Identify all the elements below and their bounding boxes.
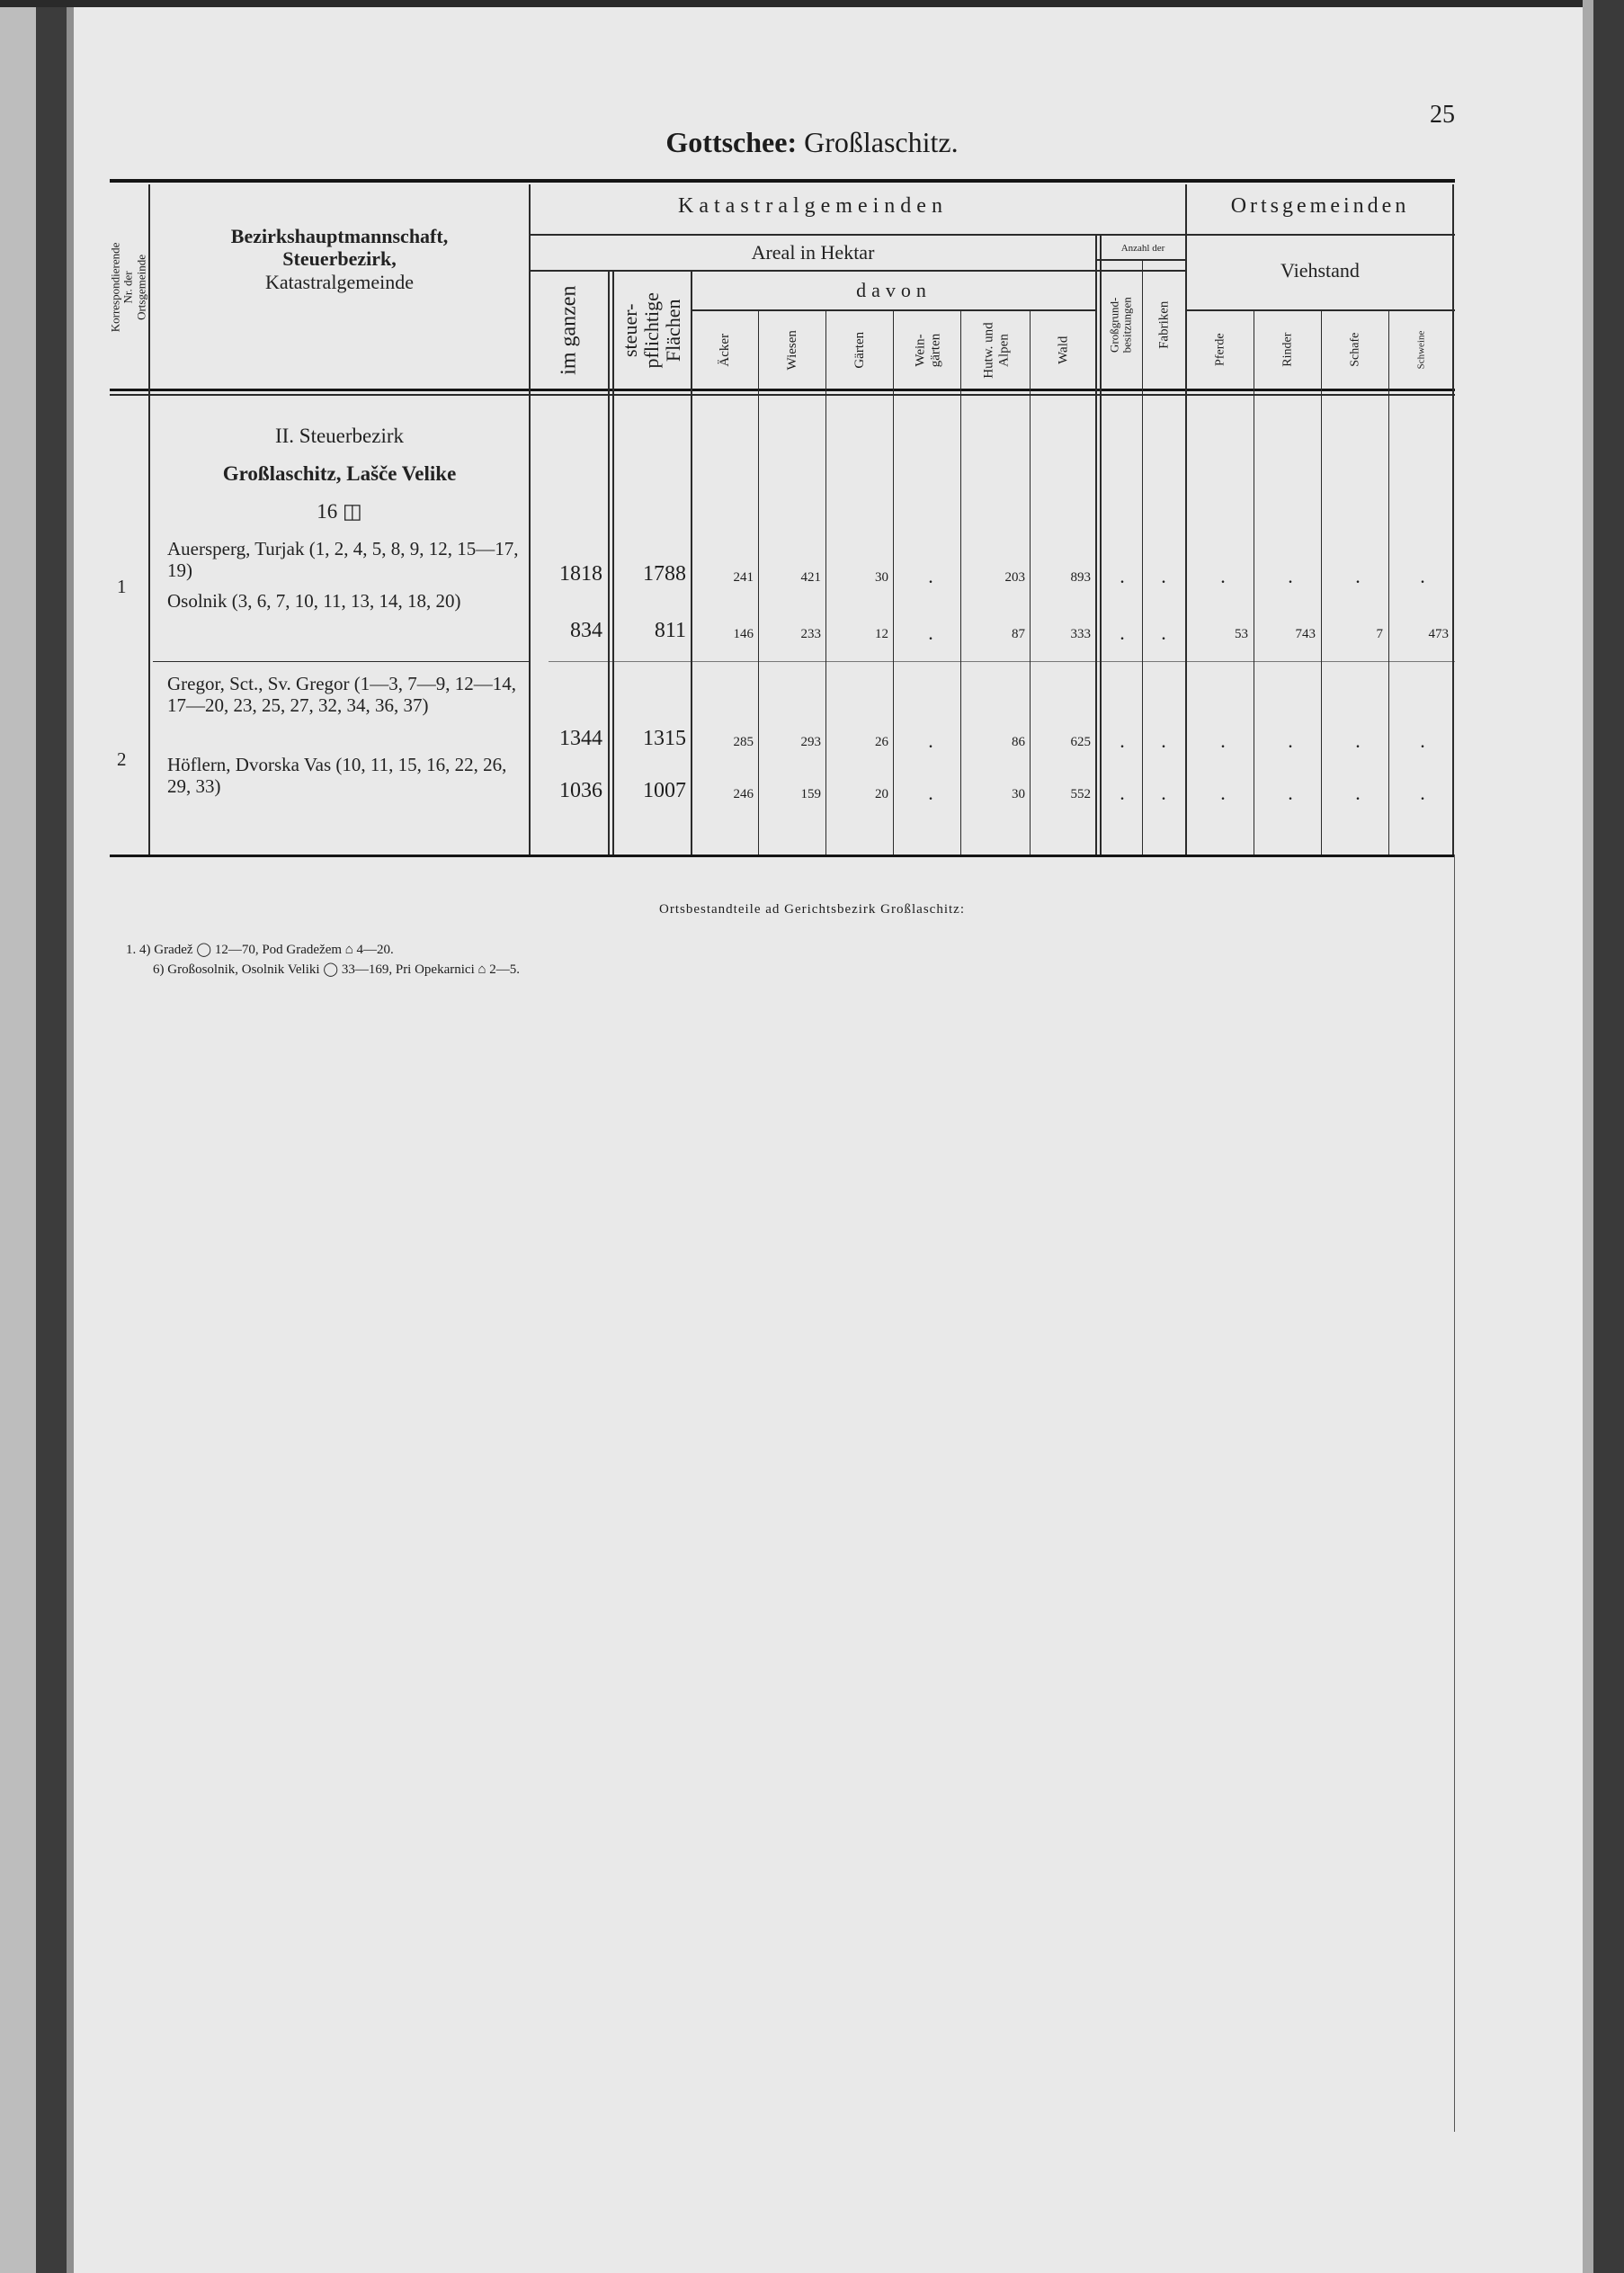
header-davon: davon (856, 279, 932, 301)
row-1-a-schafe: . (1355, 565, 1361, 587)
hrule-katastral (529, 234, 1455, 236)
row-2-a-wiesen: 293 (800, 735, 821, 749)
header-korrespondierende: Korrespondierende Nr. der Ortsgemeinde (108, 242, 148, 332)
row-separator-text (153, 661, 531, 662)
row-1-a-gross: . (1120, 565, 1125, 587)
header-schafe: Schafe (1348, 332, 1362, 368)
row-1-b-fabr: . (1161, 622, 1166, 644)
row-2-b-wiesen: 159 (800, 787, 821, 801)
footnote-line-1: 1. 4) Gradež ◯ 12—70, Pod Gradežem ⌂ 4—20. (126, 943, 394, 957)
row-2-a-gaerten: 26 (875, 735, 888, 749)
table-bottom-rule (110, 855, 1455, 857)
row-1-a-hutw: 203 (1004, 570, 1025, 585)
vrule-gaerten (893, 309, 894, 855)
row-1-b-wald: 333 (1070, 627, 1091, 641)
row-1-b-aecker: 146 (733, 627, 754, 641)
title-bold: Gottschee: (665, 126, 798, 158)
row-2-a-fabr: . (1161, 729, 1166, 752)
row-1-b-gaerten: 12 (875, 627, 888, 641)
header-fabriken: Fabriken (1156, 300, 1172, 349)
table-top-rule (110, 179, 1455, 183)
header-gaerten: Gärten (852, 331, 868, 369)
header-wald: Wald (1056, 336, 1071, 364)
row-2-text-b: Höflern, Dvorska Vas (10, 11, 15, 16, 22, 26, 29, 33) (167, 754, 507, 798)
header-viehstand: Viehstand (1280, 259, 1360, 282)
row-2-b-rinder: . (1288, 782, 1293, 804)
row-2-a-gross: . (1120, 729, 1125, 752)
row-2-a-pferde: . (1220, 729, 1226, 752)
vrule-nr (148, 184, 150, 855)
row-2-b-wald: 552 (1070, 787, 1091, 801)
row-2-b-gaerten: 20 (875, 787, 888, 801)
row-1-a-ganzen: 1818 (559, 562, 602, 586)
vrule-wein (960, 309, 961, 855)
header-bezirk-line3: Katastralgemeinde (265, 270, 414, 293)
row-1-b-rinder: 743 (1295, 627, 1316, 641)
scan-border-left-mid (67, 0, 74, 2273)
section-grosslaschitz: Großlaschitz, Lašče Velike (222, 462, 457, 485)
footnote-title: Ortsbestandteile ad Gerichtsbezirk Großlaschitz: (659, 902, 965, 917)
row-2-b-schweine: . (1420, 782, 1425, 804)
row-1-a-wiesen: 421 (800, 570, 821, 585)
row-2-a-aecker: 285 (733, 735, 754, 749)
row-2-b-hutw: 30 (1012, 787, 1025, 801)
section-steuerbezirk: II. Steuerbezirk (274, 425, 405, 447)
header-im-ganzen: im ganzen (557, 285, 581, 375)
row-1-a-rinder: . (1288, 565, 1293, 587)
row-2-a-ganzen: 1344 (559, 727, 602, 750)
row-1-b-gross: . (1120, 622, 1125, 644)
row-1-b-wein: . (928, 622, 933, 644)
scan-border-left-dark (36, 0, 67, 2273)
row-2-b-steuer: 1007 (643, 779, 686, 802)
row-1-a-wein: . (928, 565, 933, 587)
row-2-a-schafe: . (1355, 729, 1361, 752)
row-2-a-wald: 625 (1070, 735, 1091, 749)
header-schweine: Schweine (1414, 330, 1426, 370)
vrule-ganzen (608, 270, 610, 855)
header-aecker: Äcker (718, 333, 733, 367)
row-1-text-b: Osolnik (3, 6, 7, 10, 11, 13, 14, 18, 20) (167, 590, 461, 612)
row-2-a-steuer: 1315 (643, 727, 686, 750)
scan-border-top (0, 0, 1624, 7)
header-grossgrundbesitzungen: Großgrund- besitzungen (1108, 296, 1135, 353)
row-1-b-ganzen: 834 (570, 619, 602, 642)
row-1-a-fabr: . (1161, 565, 1166, 587)
header-bezirk-line1: Bezirkshauptmannschaft, (230, 225, 449, 247)
vrule-wald (1095, 234, 1097, 855)
section-number: 16 ◫ (317, 500, 362, 523)
header-bezirk-line2: Steuerbezirk, (282, 247, 397, 271)
row-1-a-steuer: 1788 (643, 562, 686, 586)
vrule-hutw (1030, 309, 1031, 855)
header-katastralgemeinden: Katastralgemeinden (678, 194, 948, 218)
row-1-b-hutw: 87 (1012, 627, 1025, 641)
row-2-nr: 2 (117, 748, 127, 770)
row-2-b-aecker: 246 (733, 787, 754, 801)
row-2-a-hutw: 86 (1012, 735, 1025, 749)
row-1-nr: 1 (117, 576, 127, 597)
vrule-ortsgemeinden (1185, 184, 1187, 855)
row-1-a-pferde: . (1220, 565, 1226, 587)
row-2-a-rinder: . (1288, 729, 1293, 752)
header-hutweiden: Hutw. und Alpen (981, 321, 1011, 379)
scan-border-left (0, 0, 36, 2273)
page-title (0, 126, 1624, 159)
row-2-b-pferde: . (1220, 782, 1226, 804)
header-weingaerten: Wein- gärten (913, 333, 942, 367)
header-steuerpflichtige: steuer- pflichtige Flächen (619, 291, 685, 369)
header-bezirk (153, 225, 526, 293)
title-rest: Großlaschitz. (804, 126, 959, 158)
row-2-b-wein: . (928, 782, 933, 804)
row-2-b-gross: . (1120, 782, 1125, 804)
row-1-a-aecker: 241 (733, 570, 754, 585)
header-ortsgemeinden: Ortsgemeinden (1230, 194, 1410, 218)
row-2-a-wein: . (928, 729, 933, 752)
header-wiesen: Wiesen (785, 329, 800, 371)
row-separator-numbers (549, 661, 1455, 662)
row-1-a-wald: 893 (1070, 570, 1091, 585)
row-2-a-schweine: . (1420, 729, 1425, 752)
row-1-a-schweine: . (1420, 565, 1425, 587)
row-1-b-schafe: 7 (1376, 627, 1383, 641)
row-1-a-gaerten: 30 (875, 570, 888, 585)
header-pferde: Pferde (1213, 333, 1227, 367)
page-right-rule (1454, 855, 1455, 2132)
scan-border-right-light (1583, 0, 1593, 2273)
footnote-line-2: 6) Großosolnik, Osolnik Veliki ◯ 33—169, Pri Opekarnici ⌂ 2—5. (153, 962, 520, 977)
row-2-b-ganzen: 1036 (559, 779, 602, 802)
header-anzahl-der: Anzahl der (1120, 243, 1165, 254)
row-2-b-schafe: . (1355, 782, 1361, 804)
vrule-aecker (758, 309, 759, 855)
row-1-b-steuer: 811 (654, 619, 686, 642)
row-1-b-pferde: 53 (1235, 627, 1248, 641)
row-1-b-wiesen: 233 (800, 627, 821, 641)
header-areal: Areal in Hektar (751, 241, 875, 264)
row-2-b-fabr: . (1161, 782, 1166, 804)
vrule-rinder (1321, 309, 1322, 855)
vrule-wiesen (825, 309, 826, 855)
row-1-text-a: Auersperg, Turjak (1, 2, 4, 5, 8, 9, 12, 15—17, 19) (167, 538, 519, 582)
header-rinder: Rinder (1280, 332, 1295, 368)
scan-border-right (1593, 0, 1624, 2273)
vrule-schafe (1388, 309, 1389, 855)
page-number: 25 (1430, 101, 1455, 129)
row-2-text-a: Gregor, Sct., Sv. Gregor (1—3, 7—9, 12—14, 17—20, 23, 25, 27, 32, 34, 36, 37) (167, 673, 516, 717)
vrule-right (1452, 184, 1454, 855)
row-1-b-schweine: 473 (1428, 627, 1449, 641)
